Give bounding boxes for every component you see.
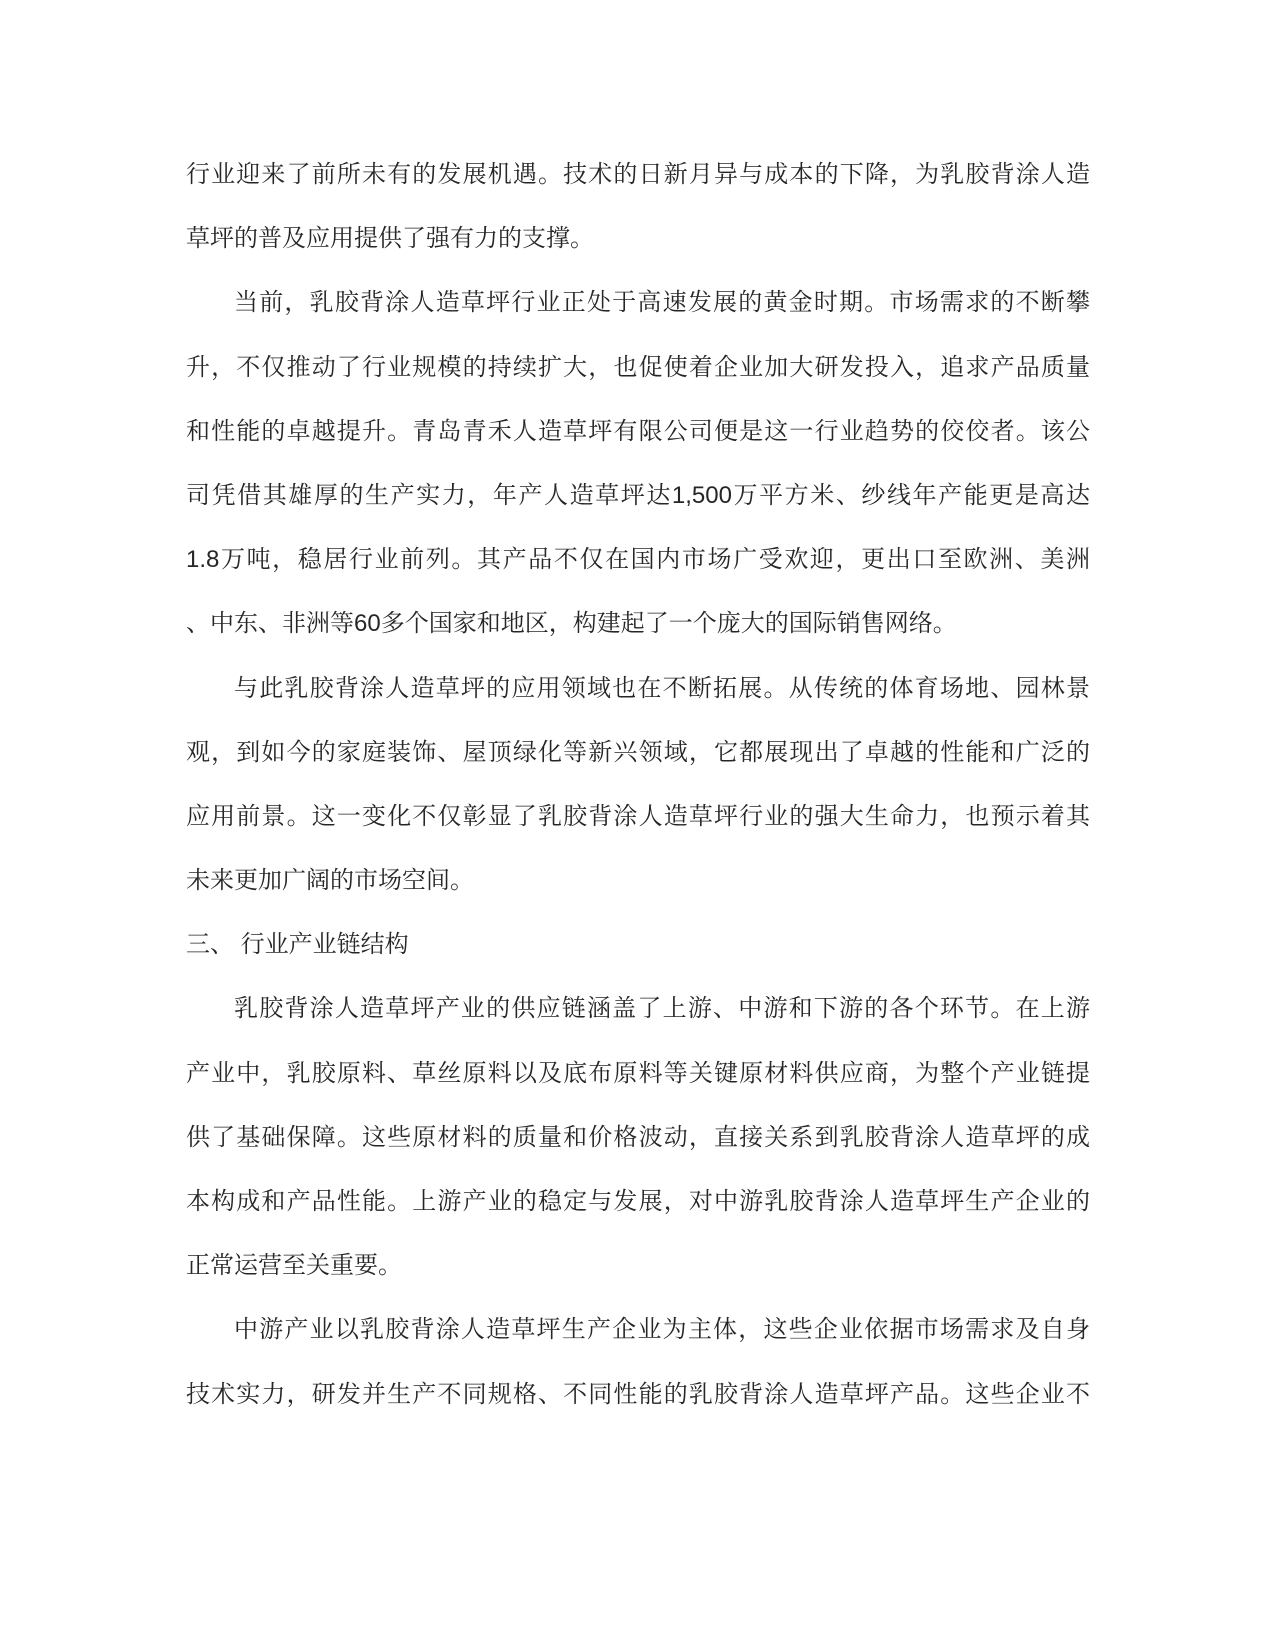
text-line: 应用前景。这一变化不仅彰显了乳胶背涂人造草坪行业的强大生命力，也预示着其 — [186, 802, 1090, 830]
text-line: 1.8万吨，稳居行业前列。其产品不仅在国内市场广受欢迎，更出口至欧洲、美洲 — [186, 546, 1090, 574]
text-line: 未来更加广阔的市场空间。 — [186, 867, 474, 895]
text-line: 正常运营至关重要。 — [186, 1252, 402, 1280]
text-line: 乳胶背涂人造草坪产业的供应链涵盖了上游、中游和下游的各个环节。在上游 — [234, 995, 1090, 1023]
document-body — [186, 143, 1090, 1427]
paragraph — [186, 271, 1090, 656]
text-line: 和性能的卓越提升。青岛青禾人造草坪有限公司便是这一行业趋势的佼佼者。该公 — [186, 417, 1090, 445]
text-line: 、中东、非洲等60多个国家和地区，构建起了一个庞大的国际销售网络。 — [186, 610, 957, 638]
text-line: 与此乳胶背涂人造草坪的应用领域也在不断拓展。从传统的体育场地、园林景 — [234, 674, 1090, 702]
text-line: 行业迎来了前所未有的发展机遇。技术的日新月异与成本的下降，为乳胶背涂人造 — [186, 161, 1090, 188]
text-line: 中游产业以乳胶背涂人造草坪生产企业为主体，这些企业依据市场需求及自身 — [234, 1316, 1090, 1344]
paragraph — [186, 977, 1090, 1298]
text-line: 升，不仅推动了行业规模的持续扩大，也促使着企业加大研发投入，追求产品质量 — [186, 353, 1090, 381]
text-line: 本构成和产品性能。上游产业的稳定与发展，对中游乳胶背涂人造草坪生产企业的 — [186, 1188, 1090, 1215]
section-heading — [186, 913, 1090, 977]
paragraph — [186, 1298, 1090, 1426]
text-line: 当前，乳胶背涂人造草坪行业正处于高速发展的黄金时期。市场需求的不断攀 — [234, 289, 1090, 317]
text-line: 司凭借其雄厚的生产实力，年产人造草坪达1,500万平方米、纱线年产能更是高达 — [186, 481, 1090, 509]
text-line: 技术实力，研发并生产不同规格、不同性能的乳胶背涂人造草坪产品。这些企业不 — [186, 1380, 1090, 1408]
text-line: 观，到如今的家庭装饰、屋顶绿化等新兴领域，它都展现出了卓越的性能和广泛的 — [186, 738, 1090, 766]
text-line: 产业中，乳胶原料、草丝原料以及底布原料等关键原材料供应商，为整个产业链提 — [186, 1059, 1090, 1087]
text-line: 草坪的普及应用提供了强有力的支撑。 — [186, 225, 594, 253]
paragraph — [186, 657, 1090, 914]
heading-line: 三、 行业产业链结构 — [186, 931, 409, 959]
paragraph — [186, 143, 1090, 271]
text-line: 供了基础保障。这些原材料的质量和价格波动，直接关系到乳胶背涂人造草坪的成 — [186, 1123, 1090, 1151]
